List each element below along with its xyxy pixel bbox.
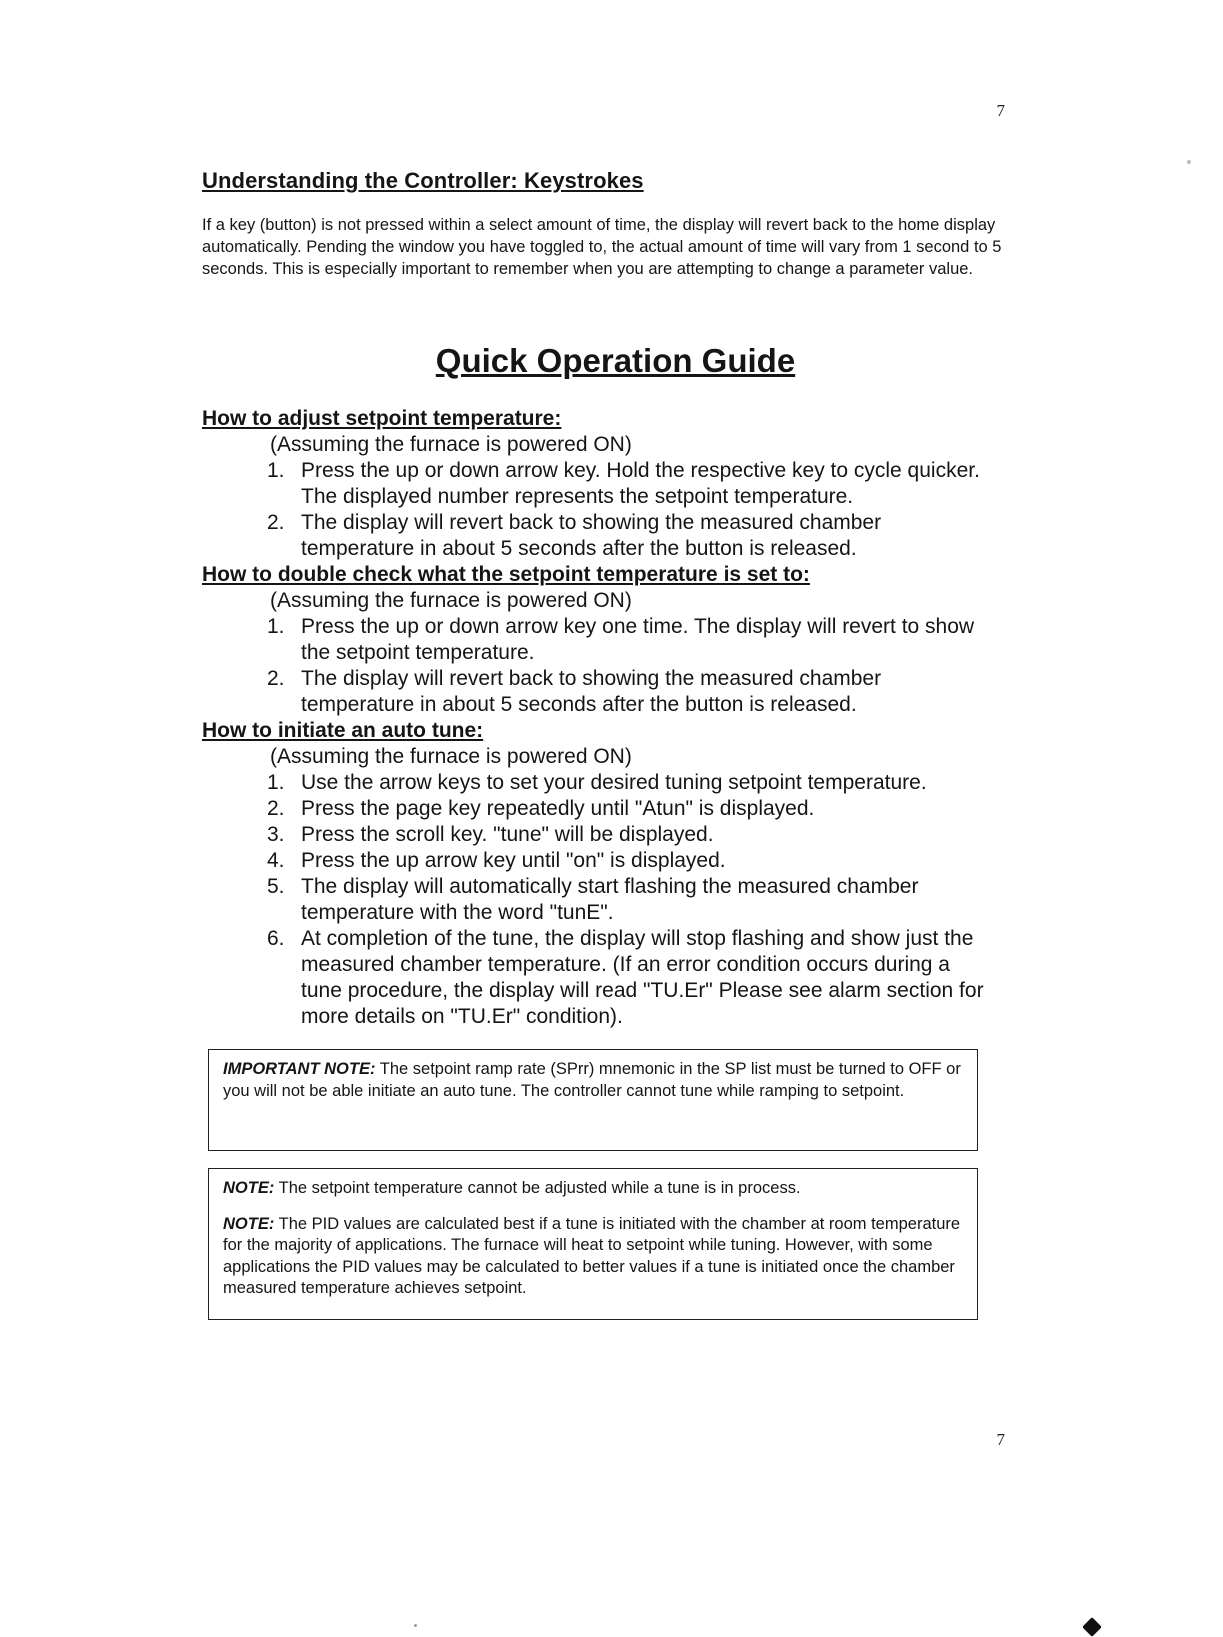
section-check-setpoint — [202, 562, 1002, 718]
step-text: Press the up or down arrow key one time. The display will revert to show the setpoint temperature. — [301, 615, 975, 664]
steps-list — [202, 614, 1002, 718]
important-note-label: IMPORTANT NOTE: — [223, 1060, 376, 1078]
section-heading: How to initiate an auto tune: — [202, 719, 484, 742]
step-number: 2. — [267, 667, 285, 690]
note-text: The setpoint temperature cannot be adjusted while a tune is in process. — [274, 1179, 801, 1197]
step-text: Press the scroll key. "tune" will be displayed. — [301, 823, 714, 846]
step-text: The display will revert back to showing the measured chamber temperature in about 5 seconds after the button is released. — [301, 667, 882, 716]
assumption-text: (Assuming the furnace is powered ON) — [270, 433, 632, 456]
list-item — [202, 614, 1002, 666]
step-number: 6. — [267, 927, 285, 950]
note-text: The PID values are calculated best if a tune is initiated with the chamber at room temperature for the majority of applications. The furnace will heat to setpoint while tuning. However, with some applications the PID values may be calculated to better values if a tune is initiated once the chamber measured temperature achieves setpoint. — [223, 1214, 961, 1297]
step-number: 3. — [267, 823, 285, 846]
steps-list — [202, 458, 1002, 562]
list-item — [202, 510, 1002, 562]
assumption-text: (Assuming the furnace is powered ON) — [270, 589, 632, 612]
step-text: Use the arrow keys to set your desired tuning setpoint temperature. — [301, 771, 927, 794]
assumption-text: (Assuming the furnace is powered ON) — [270, 745, 632, 768]
step-text: At completion of the tune, the display will stop flashing and show just the measured chamber temperature. (If an error condition occurs during a tune procedure, the display will read "TU.Er" Please see alarm section for more details on "TU.Er" condition). — [301, 927, 984, 1028]
guide-title: Quick Operation Guide — [435, 342, 796, 379]
page-number-bottom: 7 — [996, 1430, 1005, 1449]
step-text: The display will revert back to showing the measured chamber temperature in about 5 seconds after the button is released. — [301, 511, 882, 560]
list-item — [202, 874, 1002, 926]
important-note — [223, 1059, 963, 1102]
note-label: NOTE: — [223, 1214, 275, 1233]
step-text: Press the up arrow key until "on" is displayed. — [301, 849, 726, 872]
step-number: 1. — [267, 459, 285, 482]
section-heading: How to adjust setpoint temperature: — [202, 407, 562, 430]
important-note-box — [208, 1049, 978, 1151]
step-number: 1. — [267, 615, 285, 638]
step-number: 2. — [267, 797, 285, 820]
list-item — [202, 848, 1002, 874]
section-auto-tune — [202, 718, 1002, 1030]
keystrokes-body: If a key (button) is not pressed within a select amount of time, the display will revert back to the home display automatically. Pending the window you have toggled to, the actual amount of time will vary from 1 second to 5 seconds. This is especially important to remember when you are attempting to change a parameter value. — [202, 216, 1002, 278]
list-item — [202, 666, 1002, 718]
note-label: NOTE: — [223, 1179, 275, 1197]
steps-list — [202, 770, 1002, 1030]
step-number: 5. — [267, 875, 285, 898]
keystrokes-title: Understanding the Controller: Keystrokes — [202, 168, 644, 193]
note — [223, 1214, 963, 1300]
important-note-text: The setpoint ramp rate (SPrr) mnemonic in the SP list must be turned to OFF or you will not be able initiate an auto tune. The controller cannot tune while ramping to setpoint. — [223, 1060, 961, 1100]
list-item — [202, 822, 1002, 848]
note — [223, 1178, 963, 1200]
scan-speck — [1187, 160, 1191, 164]
step-number: 2. — [267, 511, 285, 534]
list-item — [202, 796, 1002, 822]
step-text: Press the page key repeatedly until "Atun" is displayed. — [301, 797, 815, 820]
step-text: Press the up or down arrow key. Hold the respective key to cycle quicker. The displayed number represents the setpoint temperature. — [301, 459, 980, 508]
scan-speck — [414, 1624, 417, 1627]
list-item — [202, 458, 1002, 510]
step-text: The display will automatically start flashing the measured chamber temperature with the word "tunE". — [301, 875, 919, 924]
section-adjust-setpoint — [202, 406, 1002, 562]
page-number-top: 7 — [996, 101, 1005, 120]
section-heading: How to double check what the setpoint temperature is set to: — [202, 563, 810, 586]
step-number: 1. — [267, 771, 285, 794]
list-item — [202, 770, 1002, 796]
keystrokes-section — [202, 168, 1022, 280]
notes-box — [208, 1168, 978, 1320]
list-item — [202, 926, 1002, 1030]
quick-operation-guide — [202, 406, 1002, 1030]
step-number: 4. — [267, 849, 285, 872]
